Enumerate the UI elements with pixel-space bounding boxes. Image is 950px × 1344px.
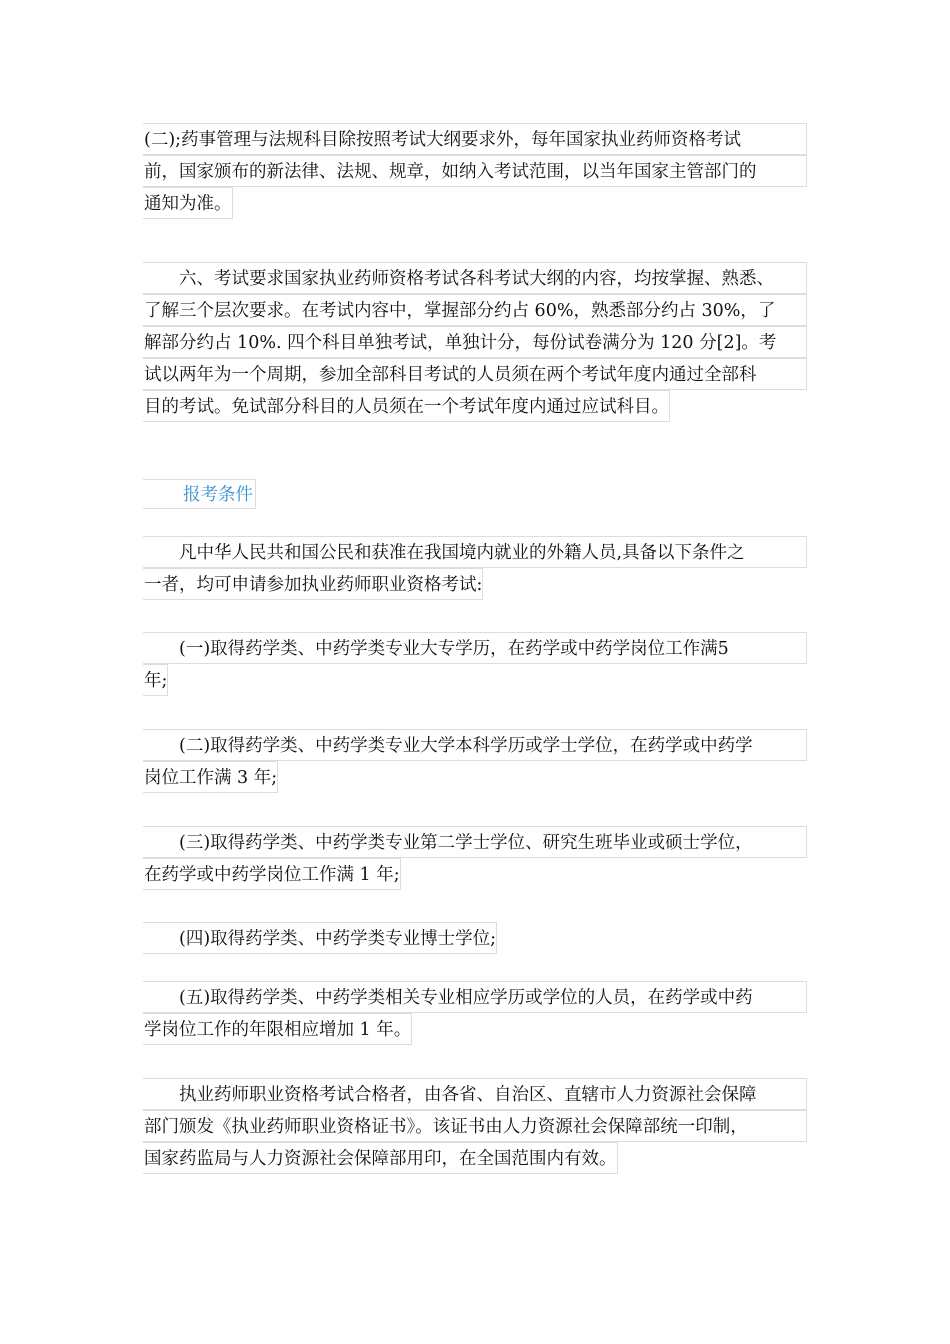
text-line: 了解三个层次要求。在考试内容中，掌握部分约占 60%，熟悉部分约占 30%，了 <box>143 294 807 326</box>
text-line: 前，国家颁布的新法律、法规、规章，如纳入考试范围，以当年国家主管部门的 <box>143 155 807 187</box>
paragraph-exam-requirements <box>143 262 807 426</box>
text-line: 凡中华人民共和国公民和获准在我国境内就业的外籍人员,具备以下条件之 <box>143 536 807 568</box>
text-line: (三)取得药学类、中药学类专业第二学士学位、研究生班毕业或硕士学位， <box>143 826 807 858</box>
text-line: 一者，均可申请参加执业药师职业资格考试: <box>143 568 483 600</box>
paragraph-exam-scope <box>143 123 807 223</box>
text-line: 通知为准。 <box>143 187 233 219</box>
section-heading: 报考条件 <box>143 479 256 509</box>
text-line: 解部分约占 10%. 四个科目单独考试，单独计分，每份试卷满分为 120 分[2]。考 <box>143 326 807 358</box>
paragraph-condition-5 <box>143 981 807 1049</box>
text-line: (四)取得药学类、中药学类专业博士学位; <box>143 922 497 954</box>
text-line: 国家药监局与人力资源社会保障部用印，在全国范围内有效。 <box>143 1142 618 1174</box>
text-line: 学岗位工作的年限相应增加 1 年。 <box>143 1013 412 1045</box>
paragraph-certificate <box>143 1078 807 1178</box>
text-line: 六、考试要求国家执业药师资格考试各科考试大纲的内容，均按掌握、熟悉、 <box>143 262 807 294</box>
text-line: (一)取得药学类、中药学类专业大专学历，在药学或中药学岗位工作满5 <box>143 632 807 664</box>
paragraph-condition-1 <box>143 632 807 700</box>
text-line: (二);药事管理与法规科目除按照考试大纲要求外，每年国家执业药师资格考试 <box>143 123 807 155</box>
paragraph-condition-4 <box>143 922 807 958</box>
text-line: (二)取得药学类、中药学类专业大学本科学历或学士学位，在药学或中药学 <box>143 729 807 761</box>
text-line: (五)取得药学类、中药学类相关专业相应学历或学位的人员，在药学或中药 <box>143 981 807 1013</box>
text-line: 在药学或中药学岗位工作满 1 年; <box>143 858 401 890</box>
text-line: 部门颁发《执业药师职业资格证书》。该证书由人力资源社会保障部统一印制， <box>143 1110 807 1142</box>
text-line: 目的考试。免试部分科目的人员须在一个考试年度内通过应试科目。 <box>143 390 670 422</box>
paragraph-condition-2 <box>143 729 807 797</box>
paragraph-condition-3 <box>143 826 807 894</box>
text-line: 执业药师职业资格考试合格者，由各省、自治区、直辖市人力资源社会保障 <box>143 1078 807 1110</box>
text-line: 岗位工作满 3 年; <box>143 761 278 793</box>
text-line: 试以两年为一个周期，参加全部科目考试的人员须在两个考试年度内通过全部科 <box>143 358 807 390</box>
text-line: 年; <box>143 664 168 696</box>
paragraph-eligibility-intro <box>143 536 807 604</box>
